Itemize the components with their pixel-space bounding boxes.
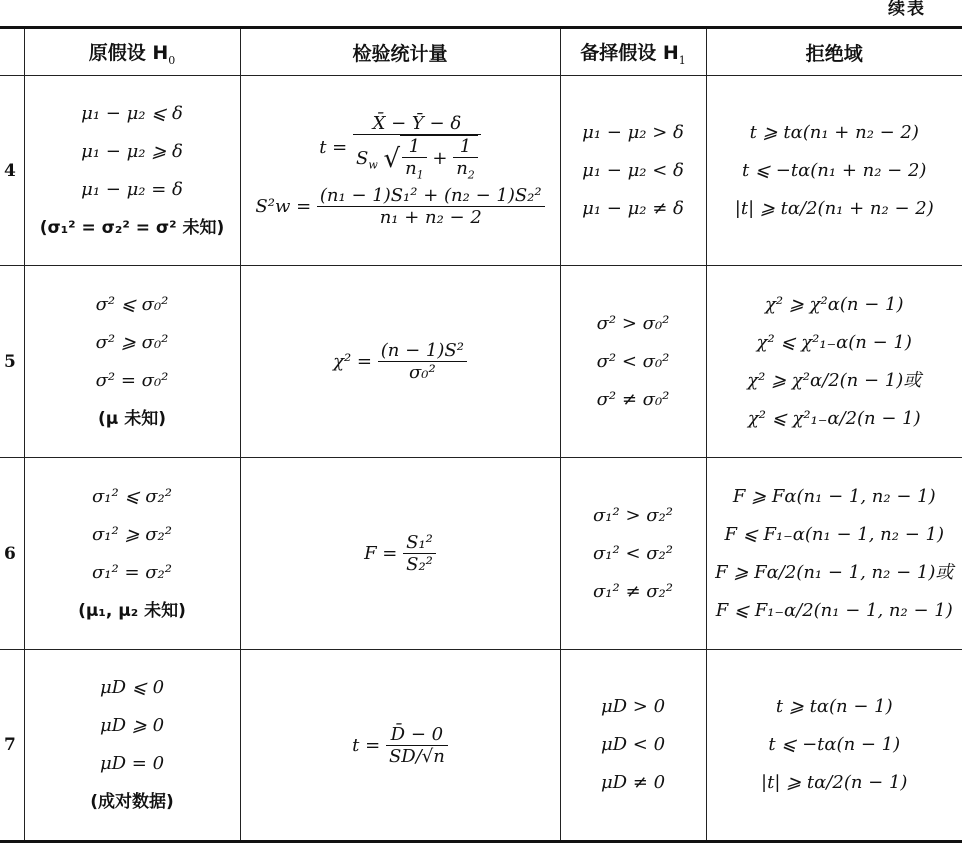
statistic-cell [240, 76, 560, 266]
h0-line: σ₁² = σ₂² [92, 561, 172, 583]
h0-line: σ² ⩽ σ₀² [95, 293, 169, 315]
row-number: 6 [0, 458, 24, 650]
table-row [0, 76, 962, 266]
null-hypothesis-cell [24, 650, 240, 842]
h1-line: μD < 0 [600, 734, 666, 755]
h0-line: μD = 0 [99, 753, 165, 774]
row-number: 7 [0, 650, 24, 842]
rejection-cell [706, 266, 962, 458]
chi-square-statistic: χ² = $\frac{\text{(n − 1)S²}}{\text{σ₀²}}$ [241, 340, 560, 383]
rejection-cell [706, 458, 962, 650]
null-hypothesis-cell [24, 76, 240, 266]
h0-line: μ₁ − μ₂ ⩽ δ [81, 102, 183, 124]
rejection-line: χ² ⩽ χ²₁₋α(n − 1) [756, 331, 912, 353]
h0-line: μ₁ − μ₂ = δ [81, 178, 183, 200]
h0-line: μ₁ − μ₂ ⩾ δ [81, 140, 183, 162]
rejection-line: t ⩽ −tα(n − 1) [768, 734, 901, 755]
h0-line: μD ⩽ 0 [99, 677, 165, 698]
rejection-line: |t| ⩾ tα/2(n₁ + n₂ − 2) [734, 197, 934, 219]
h1-line: σ₁² ≠ σ₂² [593, 580, 673, 602]
h1-line: σ² > σ₀² [596, 312, 670, 334]
alt-hypothesis-cell [560, 650, 706, 842]
alt-hypothesis-cell [560, 266, 706, 458]
rejection-line: F ⩾ Fα(n₁ − 1, n₂ − 1) [732, 485, 936, 507]
paired-t-statistic: t = $\frac{D̄ - 0}{SD/√n}$ [241, 724, 560, 767]
null-hypothesis-cell [24, 458, 240, 650]
h1-line: μD > 0 [600, 696, 666, 717]
t-statistic: t = X̄ − Ȳ − δ $S_w$ √ $\frac{1}{n_1}$ + $\frac{1}{n_2}$ [241, 113, 560, 182]
rejection-line: t ⩽ −tα(n₁ + n₂ − 2) [742, 159, 927, 181]
continued-label: 续表 [888, 0, 926, 19]
h1-line: μD ≠ 0 [600, 772, 666, 793]
row-number: 4 [0, 76, 24, 266]
pooled-variance: S²w = $\frac{\text{(n₁ − 1)S₁² + (n₂ − 1)S₂²}}{\text{n₁ + n₂ − 2}}$ [241, 185, 560, 228]
rejection-line: χ² ⩾ χ²α(n − 1) [764, 293, 904, 315]
h1-line: σ₁² > σ₂² [593, 504, 673, 526]
h0-line: σ₁² ⩽ σ₂² [92, 485, 172, 507]
h0-note: (成对数据) [90, 792, 174, 812]
header-num [0, 28, 24, 76]
rejection-line: |t| ⩾ tα/2(n − 1) [761, 772, 908, 793]
statistic-cell [240, 458, 560, 650]
h0-note: (μ₁, μ₂ 未知) [78, 600, 186, 621]
header-statistic: 检验统计量 [240, 28, 560, 76]
h0-line: μD ⩾ 0 [99, 715, 165, 736]
h1-line: σ₁² < σ₂² [593, 542, 673, 564]
rejection-line: χ² ⩾ χ²α/2(n − 1)或 [747, 369, 922, 391]
alt-hypothesis-cell [560, 76, 706, 266]
statistic-cell [240, 650, 560, 842]
f-statistic: F = $\frac{\text{S₁²}}{\text{S₂²}}$ [241, 532, 560, 575]
h0-note: (μ 未知) [98, 408, 166, 429]
h0-line: σ² ⩾ σ₀² [95, 331, 169, 353]
rejection-cell [706, 650, 962, 842]
table-row [0, 458, 962, 650]
header-rejection: 拒绝域 [706, 28, 962, 76]
rejection-line: t ⩾ tα(n − 1) [775, 696, 893, 717]
statistic-cell [240, 266, 560, 458]
null-hypothesis-cell [24, 266, 240, 458]
rejection-line: F ⩾ Fα/2(n₁ − 1, n₂ − 1)或 [715, 561, 954, 583]
h1-line: μ₁ − μ₂ < δ [582, 159, 684, 181]
header-null-hypothesis: 原假设 $H_0$ [24, 28, 240, 76]
alt-hypothesis-cell [560, 458, 706, 650]
h1-line: σ² ≠ σ₀² [596, 388, 670, 410]
h0-line: σ₁² ⩾ σ₂² [92, 523, 172, 545]
table-row [0, 266, 962, 458]
rejection-line: F ⩽ F₁₋α/2(n₁ − 1, n₂ − 1) [715, 599, 953, 621]
row-number: 5 [0, 266, 24, 458]
hypothesis-test-table [0, 26, 962, 843]
h1-line: μ₁ − μ₂ ≠ δ [582, 197, 684, 219]
table-row [0, 650, 962, 842]
rejection-line: χ² ⩽ χ²₁₋α/2(n − 1) [747, 407, 921, 429]
header-row [0, 28, 962, 76]
header-alt-hypothesis: 备择假设 $H_1$ [560, 28, 706, 76]
rejection-line: t ⩾ tα(n₁ + n₂ − 2) [749, 121, 919, 143]
h0-line: σ² = σ₀² [95, 369, 169, 391]
rejection-cell [706, 76, 962, 266]
rejection-line: F ⩽ F₁₋α(n₁ − 1, n₂ − 1) [724, 523, 944, 545]
h0-note: (σ₁² = σ₂² = σ² 未知) [39, 217, 225, 238]
h1-line: σ² < σ₀² [596, 350, 670, 372]
h1-line: μ₁ − μ₂ > δ [582, 121, 684, 143]
